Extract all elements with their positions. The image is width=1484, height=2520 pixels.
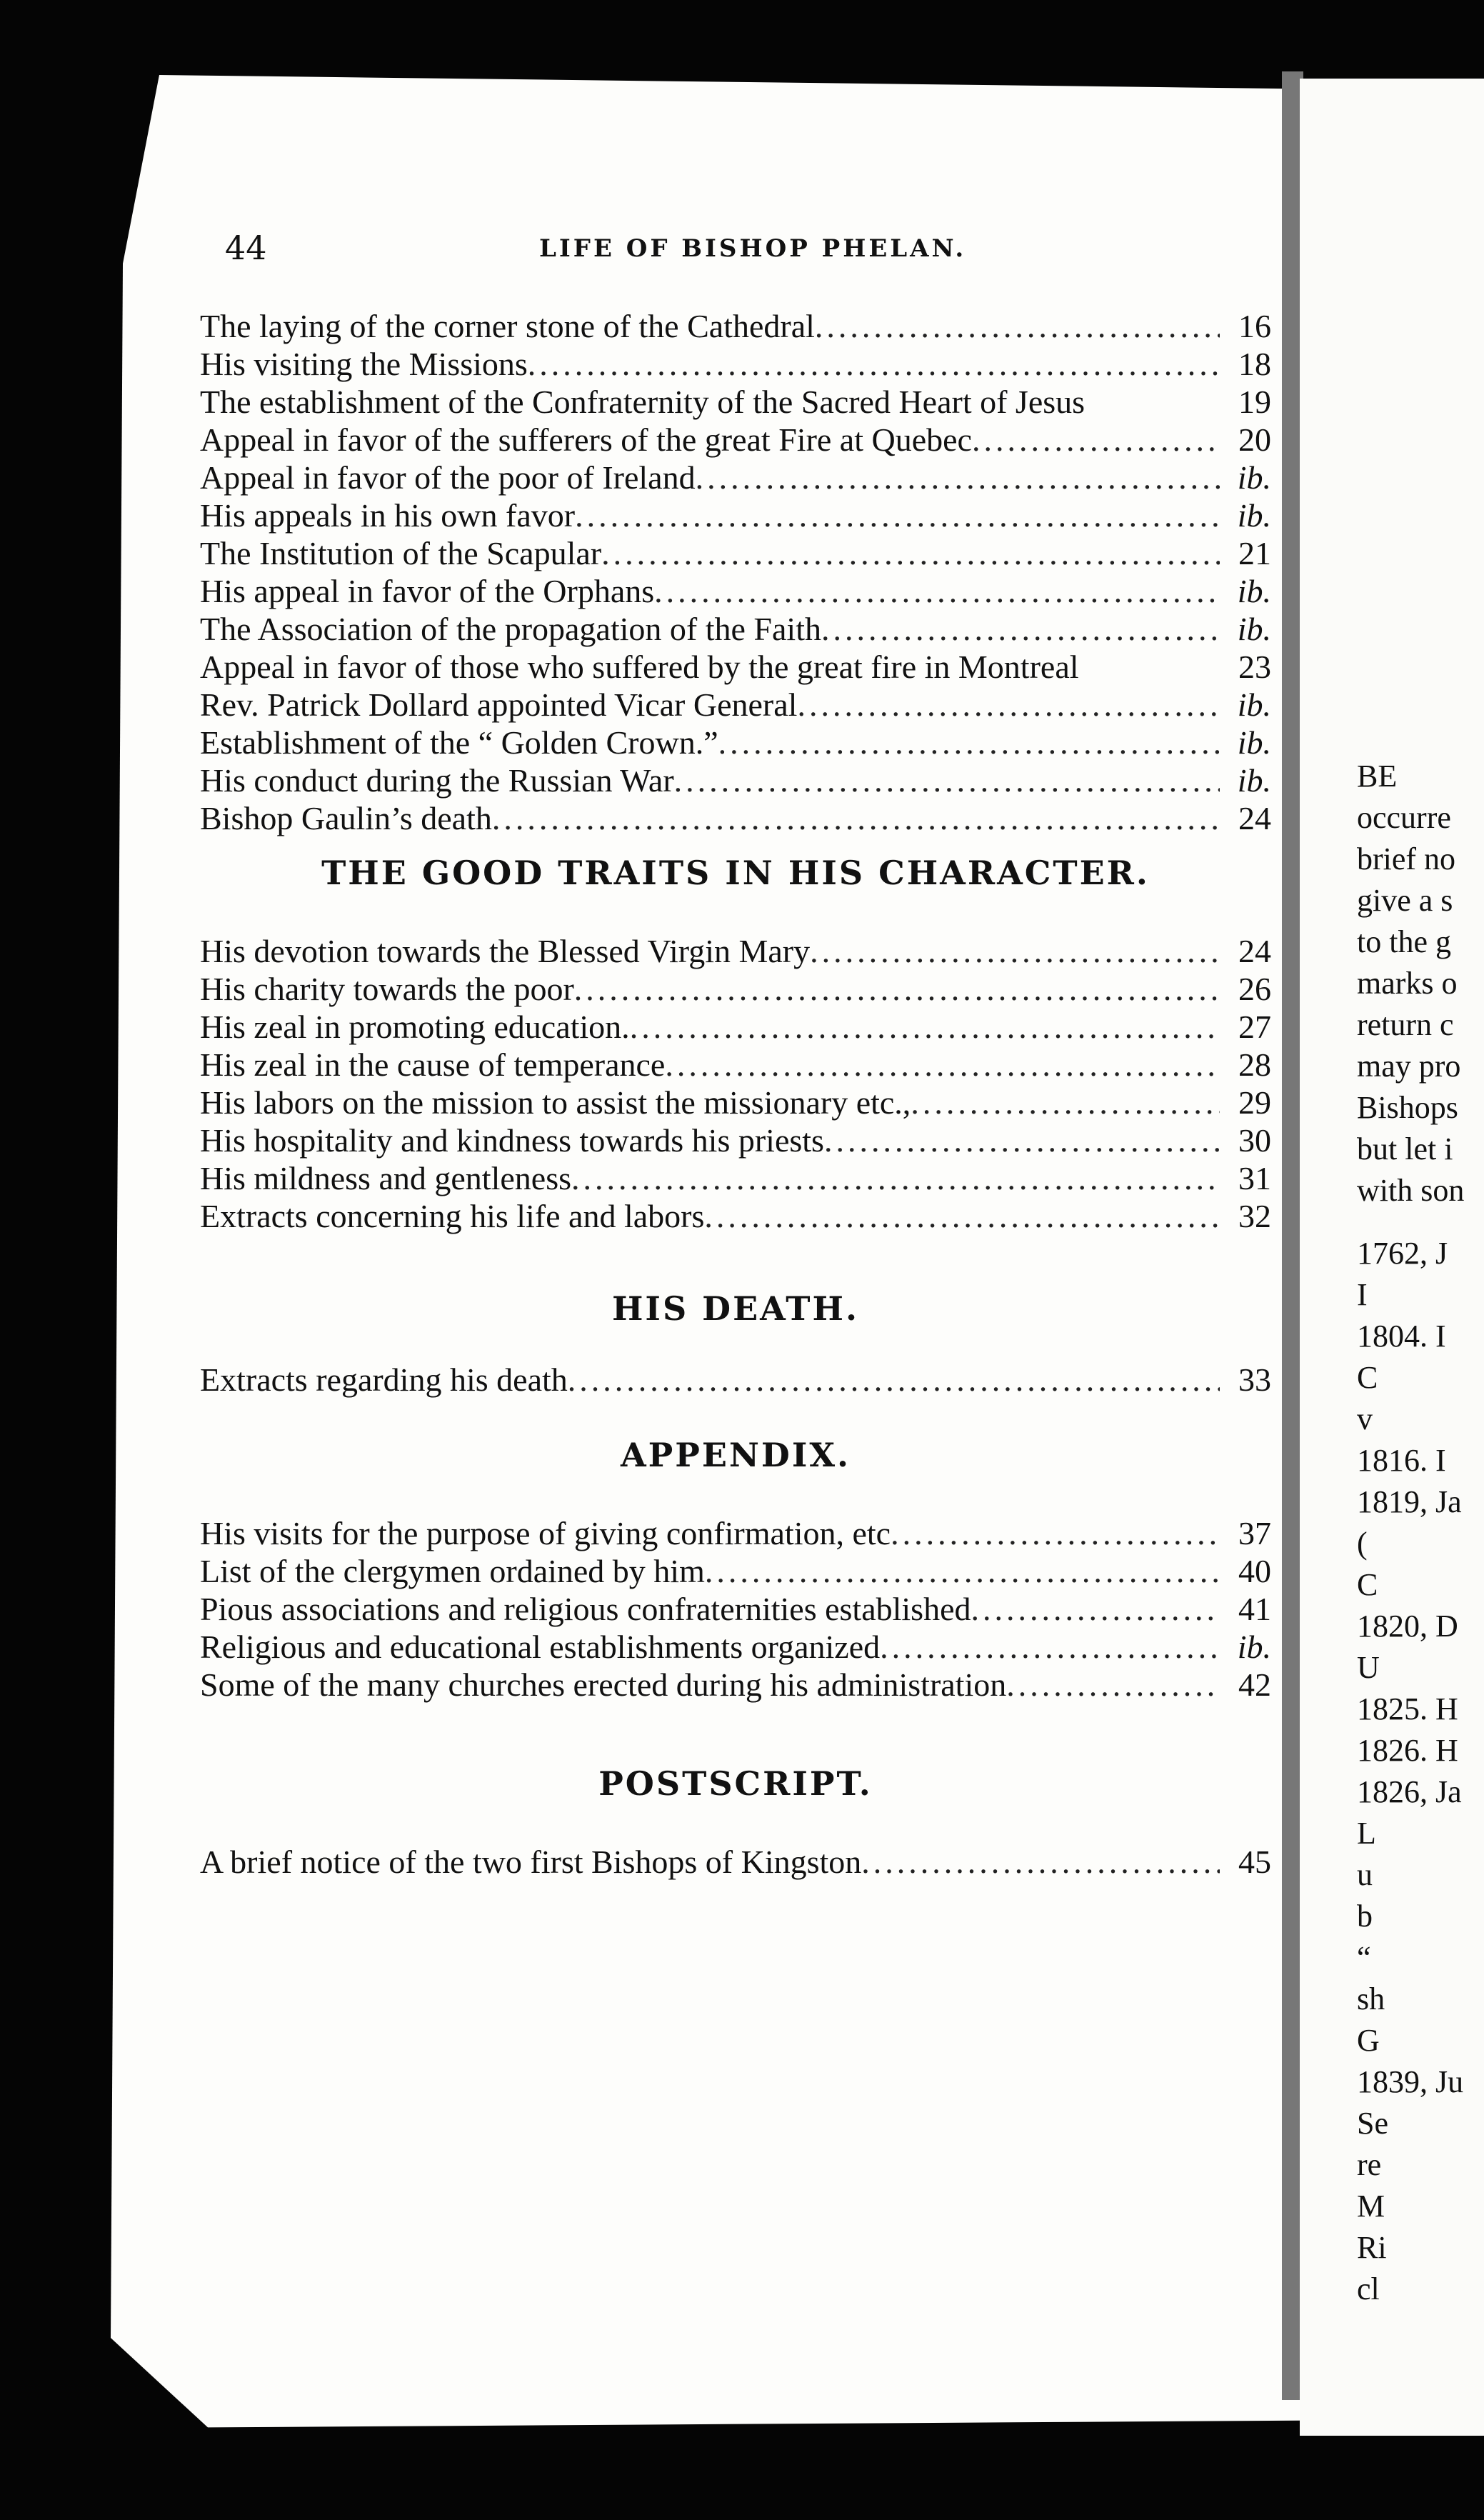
leader-dots <box>705 1552 1220 1590</box>
toc-entry <box>200 724 1271 761</box>
toc-entry-page: 26 <box>1238 971 1271 1007</box>
toc-entry-title: His charity towards the poor <box>200 971 574 1007</box>
right-page-line: b <box>1357 1899 1373 1934</box>
toc-entry-title: His zeal in the cause of temperance <box>200 1046 666 1083</box>
toc-section <box>200 1843 1271 1881</box>
page-header <box>225 229 1268 271</box>
right-page-line: 1826, Ja <box>1357 1774 1462 1809</box>
toc-section <box>200 307 1271 837</box>
leader-dots <box>704 1197 1220 1235</box>
toc-entry <box>200 686 1271 724</box>
toc-entry-title: A brief notice of the two first Bishops of Kingston <box>200 1844 862 1880</box>
leader-dots <box>815 307 1220 345</box>
toc-entry <box>200 799 1271 837</box>
toc-section <box>200 932 1271 1235</box>
toc-entry-title: Appeal in favor of those who suffered by the great fire in Montreal <box>200 649 1079 685</box>
toc-entry-page: 40 <box>1238 1553 1271 1589</box>
right-page-line: Bishops <box>1357 1090 1458 1125</box>
toc-entry-title: The establishment of the Confraternity of the Sacred Heart of Jesus <box>200 384 1086 420</box>
toc-entry-title: Rev. Patrick Dollard appointed Vicar General <box>200 686 798 723</box>
toc-entry-page: ib. <box>1237 611 1271 647</box>
right-page-line: 1819, Ja <box>1357 1484 1462 1519</box>
right-page-line: 1816. I <box>1357 1443 1446 1478</box>
running-head: LIFE OF BISHOP PHELAN. <box>539 234 967 263</box>
toc-entry-title: His mildness and gentleness <box>200 1160 571 1196</box>
leader-dots <box>492 799 1220 837</box>
right-page-line: BE <box>1357 759 1398 794</box>
toc-entry <box>200 761 1271 799</box>
toc-entry-page: 16 <box>1238 308 1271 344</box>
leader-dots <box>696 459 1220 496</box>
toc-entry-page: 45 <box>1238 1844 1271 1880</box>
toc-entry <box>200 610 1271 648</box>
right-page-line: u <box>1357 1857 1373 1892</box>
toc-entry-title: Extracts regarding his death <box>200 1361 568 1398</box>
toc-entry <box>200 1046 1271 1084</box>
toc-entry-page: ib. <box>1237 573 1271 609</box>
right-page-line: C <box>1357 1360 1378 1395</box>
toc-entry <box>200 345 1271 383</box>
leader-dots <box>718 724 1220 761</box>
toc-entry-title: Appeal in favor of the poor of Ireland <box>200 459 696 496</box>
right-page-line: “ <box>1357 1940 1371 1975</box>
toc-entry-page: 19 <box>1238 384 1271 420</box>
leader-dots <box>630 1008 1220 1046</box>
toc-entry-page: ib. <box>1237 686 1271 723</box>
toc-entry <box>200 648 1271 686</box>
toc-entry <box>200 1590 1271 1628</box>
toc-entry-page: ib. <box>1237 762 1271 799</box>
leader-dots <box>810 932 1220 970</box>
right-page-line: C <box>1357 1567 1378 1602</box>
toc-entry-title: Extracts concerning his life and labors <box>200 1198 705 1234</box>
right-page-line: occurre <box>1357 800 1451 835</box>
leader-dots <box>971 1590 1220 1628</box>
toc-entry-page: 32 <box>1238 1198 1271 1234</box>
toc-entry-title: His zeal in promoting education. <box>200 1009 630 1045</box>
toc-entry-page: 24 <box>1238 933 1271 969</box>
right-page-line: v <box>1357 1401 1373 1436</box>
toc-entry-page: ib. <box>1237 459 1271 496</box>
toc-entry-page: 21 <box>1238 535 1271 571</box>
toc-entry-page: 30 <box>1238 1122 1271 1159</box>
page-number: 44 <box>225 229 267 267</box>
right-page-line: to the g <box>1357 924 1451 959</box>
right-page-line: U <box>1357 1650 1380 1685</box>
toc-entry-title: Establishment of the “ Golden Crown.” <box>200 724 718 761</box>
toc-section <box>200 1514 1271 1704</box>
toc-entry-page: 42 <box>1238 1666 1271 1703</box>
toc-entry <box>200 1628 1271 1666</box>
toc-entry <box>200 572 1271 610</box>
toc-entry-page: 23 <box>1238 649 1271 685</box>
right-page-line: sh <box>1357 1981 1385 2016</box>
toc-entry-page: ib. <box>1237 724 1271 761</box>
right-page-line: L <box>1357 1816 1376 1851</box>
right-page-line: brief no <box>1357 841 1456 876</box>
toc-entry-page: 41 <box>1238 1591 1271 1627</box>
toc-entry-page: 37 <box>1238 1515 1271 1551</box>
toc-entry-title: Some of the many churches erected during his administration <box>200 1666 1007 1703</box>
toc-entry <box>200 1159 1271 1197</box>
toc-entry-page: 27 <box>1238 1009 1271 1045</box>
toc-entry-page: 28 <box>1238 1046 1271 1083</box>
toc-entry <box>200 1084 1271 1121</box>
toc-entry-page: 18 <box>1238 346 1271 382</box>
toc-entry-page: ib. <box>1237 1629 1271 1665</box>
toc-entry <box>200 1666 1271 1704</box>
toc-entry <box>200 496 1271 534</box>
toc-entry-title: His labors on the mission to assist the missionary etc., <box>200 1084 911 1121</box>
leader-dots <box>654 572 1220 610</box>
right-page-line: but let i <box>1357 1131 1453 1166</box>
toc-entry-title: Pious associations and religious confraternities established <box>200 1591 971 1627</box>
toc-entry-title: Religious and educational establishments organized <box>200 1629 881 1665</box>
leader-dots <box>861 1843 1220 1881</box>
leader-dots <box>528 345 1220 383</box>
right-page-line: ( <box>1357 1526 1368 1561</box>
toc-section <box>200 1361 1271 1399</box>
toc-entry-page: 20 <box>1238 421 1271 458</box>
toc-entry <box>200 383 1271 421</box>
leader-dots <box>574 970 1220 1008</box>
toc-entry <box>200 421 1271 459</box>
right-page-line: Ri <box>1357 2230 1387 2265</box>
right-page-line: 1839, Ju <box>1357 2064 1464 2099</box>
section-heading: THE GOOD TRAITS IN HIS CHARACTER. <box>321 854 1150 892</box>
leader-dots <box>880 1628 1220 1666</box>
right-page-line: 1804. I <box>1357 1319 1446 1354</box>
leader-dots <box>575 496 1220 534</box>
toc-entry <box>200 1361 1271 1399</box>
toc-entry-title: His visiting the Missions <box>200 346 528 382</box>
toc-entry <box>200 534 1271 572</box>
section-heading: HIS DEATH. <box>611 1289 860 1328</box>
leader-dots <box>824 1121 1220 1159</box>
right-page-line: re <box>1357 2147 1382 2182</box>
toc-entry-page: 24 <box>1238 800 1271 836</box>
leader-dots <box>797 686 1220 724</box>
right-page-line: G <box>1357 2023 1380 2058</box>
toc-entry <box>200 1552 1271 1590</box>
right-page-line: Se <box>1357 2106 1388 2141</box>
toc-entry-title: The Association of the propagation of the Faith <box>200 611 821 647</box>
toc-entry-title: The laying of the corner stone of the Cathedral <box>200 308 815 344</box>
leader-dots <box>891 1514 1220 1552</box>
toc-entry-page: 33 <box>1238 1361 1271 1398</box>
leader-dots <box>911 1084 1220 1121</box>
section-heading: APPENDIX. <box>620 1436 851 1474</box>
leader-dots <box>601 534 1220 572</box>
toc-entry <box>200 1121 1271 1159</box>
right-page-line: M <box>1357 2189 1385 2224</box>
toc-entry-title: His devotion towards the Blessed Virgin Mary <box>200 933 811 969</box>
right-page-line: 1826. H <box>1357 1733 1458 1768</box>
leader-dots <box>821 610 1220 648</box>
toc-entry-title: His appeals in his own favor <box>200 497 576 534</box>
toc-entry <box>200 1514 1271 1552</box>
leader-dots <box>571 1159 1220 1197</box>
toc-entry <box>200 1008 1271 1046</box>
toc-entry-title: The Institution of the Scapular <box>200 535 602 571</box>
right-page-line: 1820, D <box>1357 1609 1458 1644</box>
right-page-line: may pro <box>1357 1049 1461 1084</box>
toc-entry <box>200 459 1271 496</box>
toc-entry-title: His hospitality and kindness towards his priests <box>200 1122 824 1159</box>
right-page-line: cl <box>1357 2271 1380 2306</box>
toc-entry-title: His visits for the purpose of giving confirmation, etc <box>200 1515 891 1551</box>
toc-entry <box>200 932 1271 970</box>
toc-entry-page: 29 <box>1238 1084 1271 1121</box>
right-page-line: with son <box>1357 1173 1465 1208</box>
toc-entry-title: List of the clergymen ordained by him <box>200 1553 705 1589</box>
right-page-line: return c <box>1357 1007 1454 1042</box>
leader-dots <box>568 1361 1220 1399</box>
right-page-line: 1762, J <box>1357 1236 1448 1271</box>
toc-entry-page: 31 <box>1238 1160 1271 1196</box>
toc-entry-title: His appeal in favor of the Orphans <box>200 573 655 609</box>
leader-dots <box>665 1046 1220 1084</box>
toc-entry <box>200 1843 1271 1881</box>
toc-entry-title: His conduct during the Russian War <box>200 762 674 799</box>
toc-entry <box>200 970 1271 1008</box>
right-page-line: give a s <box>1357 883 1453 918</box>
toc-entry <box>200 1197 1271 1235</box>
toc-entry-title: Appeal in favor of the sufferers of the great Fire at Quebec <box>200 421 972 458</box>
leader-dots <box>674 761 1220 799</box>
section-heading: POSTSCRIPT. <box>598 1764 873 1803</box>
leader-dots <box>1006 1666 1220 1704</box>
toc-entry <box>200 307 1271 345</box>
right-page-line: I <box>1357 1277 1368 1312</box>
leader-dots <box>972 421 1220 459</box>
right-page-line: 1825. H <box>1357 1691 1458 1726</box>
toc-entry-title: Bishop Gaulin’s death <box>200 800 492 836</box>
right-page-line: marks o <box>1357 966 1458 1001</box>
toc-entry-page: ib. <box>1237 497 1271 534</box>
